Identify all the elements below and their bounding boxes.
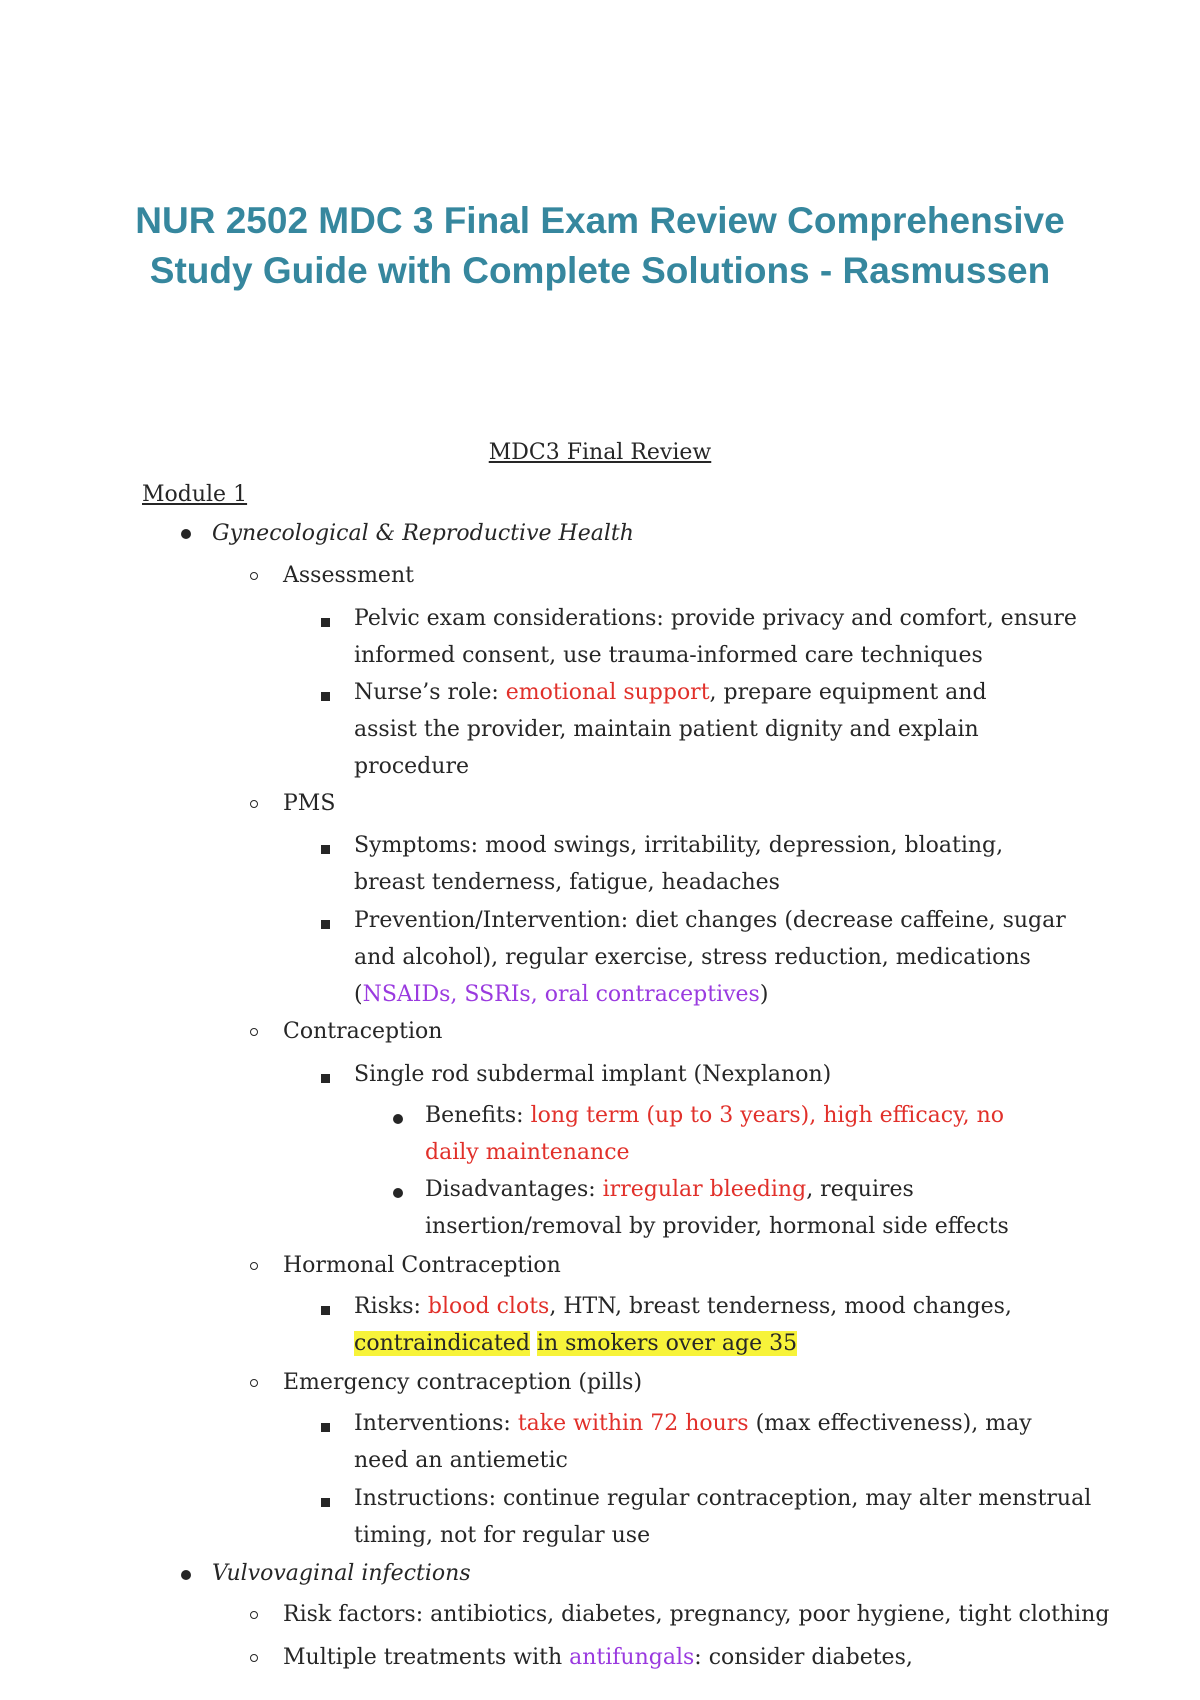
treatment-emphasis: antifungals [569, 1645, 695, 1670]
risks-line-2 [354, 1325, 1012, 1362]
pms-label: PMS [283, 791, 336, 816]
title-line-1: NUR 2502 MDC 3 Final Exam Review Comprehensive [135, 200, 1065, 241]
nurse-role-text-2: , prepare equipment and [709, 680, 987, 705]
pms-medications: NSAIDs, SSRIs, oral contraceptives [362, 982, 760, 1007]
section-heading: MDC3 Final Review [488, 440, 712, 465]
nurse-role-line-2: assist the provider, maintain patient dignity and explain [354, 717, 979, 742]
hormonal-label: Hormonal Contraception [283, 1253, 561, 1278]
bullet-circle-icon [250, 1654, 258, 1662]
disadvantages-text: Disadvantages: [425, 1177, 603, 1202]
pms-symptoms-line-2: breast tenderness, fatigue, headaches [354, 870, 780, 895]
pms-prevention-line-2: and alcohol), regular exercise, stress reduction, medications [354, 945, 1031, 970]
bullet-circle-icon [250, 1028, 258, 1036]
bullet-square-icon [321, 1423, 330, 1432]
disadvantages-line-2: insertion/removal by provider, hormonal side effects [425, 1214, 1009, 1239]
nurse-role-line-3: procedure [354, 754, 469, 779]
bullet-circle-icon [250, 1611, 258, 1619]
document-title [100, 196, 1100, 296]
pelvic-exam-line-1: Pelvic exam considerations: provide privacy and comfort, ensure [354, 606, 1077, 631]
pelvic-exam-item [354, 600, 1077, 674]
disadvantages-line-1 [425, 1171, 1009, 1208]
bullet-circle-icon [250, 1262, 258, 1270]
contraception-label: Contraception [283, 1019, 443, 1044]
bullet-square-icon [321, 1074, 330, 1083]
title-line-2: Study Guide with Complete Solutions - Rasmussen [149, 250, 1051, 291]
paren-open: ( [354, 982, 363, 1007]
bullet-disc-icon [181, 529, 191, 539]
bullet-circle-icon [250, 572, 258, 580]
emergency-label: Emergency contraception (pills) [283, 1370, 643, 1395]
assessment-label: Assessment [283, 563, 414, 588]
bullet-circle-icon [250, 800, 258, 808]
interventions-text: Interventions: [354, 1411, 518, 1436]
disadvantages-text-2: , requires [806, 1177, 914, 1202]
bullet-disc-icon [181, 1570, 191, 1580]
bullet-square-icon [321, 692, 330, 701]
topic-gyn-label: Gynecological & Reproductive Health [212, 521, 634, 546]
bullet-square-icon [321, 618, 330, 627]
topic-vulvo-label: Vulvovaginal infections [212, 1561, 471, 1586]
risks-highlight-1: contraindicated [354, 1331, 530, 1356]
risks-line-1 [354, 1288, 1012, 1325]
benefits-line-1 [425, 1097, 1004, 1134]
paren-close: ) [759, 982, 769, 1007]
bullet-square-icon [321, 1306, 330, 1315]
interventions-line-2: need an antiemetic [354, 1448, 568, 1473]
bullet-disc-icon [393, 1114, 403, 1124]
bullet-square-icon [321, 920, 330, 929]
pms-symptoms-line-1: Symptoms: mood swings, irritability, depression, bloating, [354, 833, 1004, 858]
benefits-emphasis: long term (up to 3 years), high efficacy, no [530, 1103, 1004, 1128]
risks-highlight-2: in smokers over age 35 [536, 1331, 798, 1356]
bullet-circle-icon [250, 1379, 258, 1387]
nurse-role-line-1 [354, 674, 987, 711]
benefits-text: Benefits: [425, 1103, 531, 1128]
treatment-text: Multiple treatments with [283, 1645, 570, 1670]
vulvo-risk-item: Risk factors: antibiotics, diabetes, pregnancy, poor hygiene, tight clothing [283, 1602, 1110, 1627]
emergency-interventions-item [354, 1405, 1032, 1479]
treatment-text-2: : consider diabetes, [694, 1645, 913, 1670]
interventions-line-1 [354, 1405, 1032, 1442]
nurse-role-text: Nurse’s role: [354, 680, 506, 705]
implant-benefits-item [425, 1097, 1004, 1171]
implant-disadvantages-item [425, 1171, 1009, 1245]
pms-prevention-line-3 [354, 976, 1066, 1013]
bullet-square-icon [321, 1498, 330, 1507]
bullet-disc-icon [393, 1188, 403, 1198]
nurse-role-item [354, 674, 987, 785]
hormonal-risks-item [354, 1288, 1012, 1362]
benefits-line-2: daily maintenance [425, 1140, 630, 1165]
interventions-emphasis: take within 72 hours [517, 1411, 749, 1436]
pelvic-exam-line-2: informed consent, use trauma-informed care techniques [354, 643, 983, 668]
implant-item: Single rod subdermal implant (Nexplanon) [354, 1062, 832, 1087]
instructions-line-1: Instructions: continue regular contraception, may alter menstrual [354, 1486, 1092, 1511]
vulvo-treatment-item [283, 1639, 913, 1676]
risks-text-2: , HTN, breast tenderness, mood changes, [549, 1294, 1012, 1319]
bullet-square-icon [321, 845, 330, 854]
pms-symptoms-item [354, 827, 1003, 901]
risks-emphasis: blood clots [427, 1294, 550, 1319]
disadvantages-emphasis: irregular bleeding [602, 1177, 807, 1202]
emergency-instructions-item [354, 1480, 1091, 1554]
nurse-role-emphasis: emotional support [505, 680, 710, 705]
pms-prevention-item [354, 902, 1066, 1013]
module-heading: Module 1 [142, 482, 248, 507]
risks-text: Risks: [354, 1294, 428, 1319]
pms-prevention-line-1: Prevention/Intervention: diet changes (decrease caffeine, sugar [354, 908, 1066, 933]
interventions-text-2: (max effectiveness), may [748, 1411, 1032, 1436]
instructions-line-2: timing, not for regular use [354, 1523, 651, 1548]
